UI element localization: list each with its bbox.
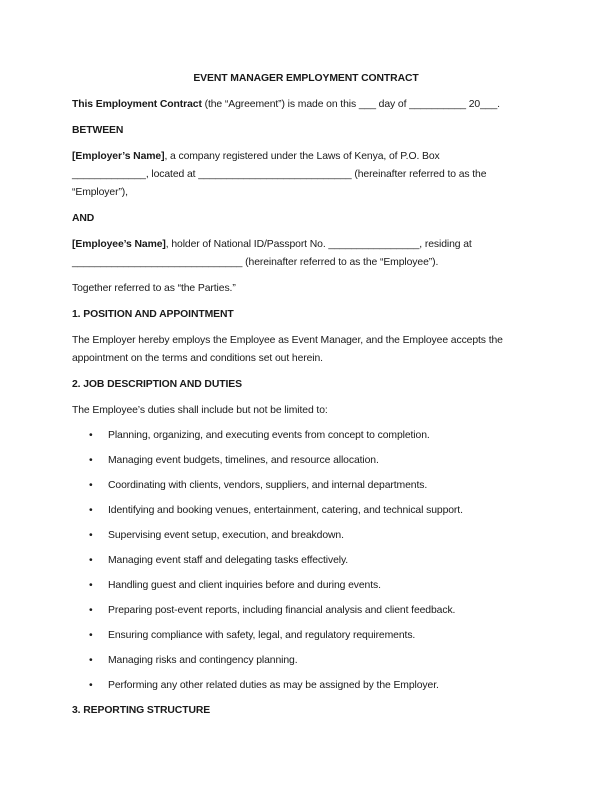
list-item [72,677,540,695]
list-item [72,602,540,620]
list-item [72,627,540,645]
bullet-icon: • [89,505,93,516]
intro-bold: This Employment Contract [72,99,202,110]
document-title: EVENT MANAGER EMPLOYMENT CONTRACT [193,73,419,84]
bullet-icon: • [89,555,93,566]
bullet-icon: • [89,480,93,491]
list-item [72,427,540,445]
employer-line3: “Employer”), [72,187,128,198]
list-item [72,552,540,570]
list-item [72,577,540,595]
employee-line1: , holder of National ID/Passport No. ________________, residing at [165,239,472,250]
bullet-icon: • [89,455,93,466]
duty-text: Identifying and booking venues, entertainment, catering, and technical support. [108,505,463,516]
contract-page [72,70,540,728]
list-item [72,452,540,470]
bullet-icon: • [89,430,93,441]
section-1-paragraph [72,332,540,368]
duty-text: Managing event budgets, timelines, and resource allocation. [108,455,379,466]
intro-paragraph [72,96,540,114]
list-item [72,477,540,495]
duty-text: Handling guest and client inquiries before and during events. [108,580,381,591]
employer-paragraph [72,148,540,202]
employee-name-placeholder: [Employee’s Name] [72,239,166,250]
employer-line1: , a company registered under the Laws of Kenya, of P.O. Box [164,151,440,162]
duty-text: Planning, organizing, and executing events from concept to completion. [108,430,430,441]
employer-name-placeholder: [Employer’s Name] [72,151,165,162]
bullet-icon: • [89,680,93,691]
employee-paragraph [72,236,540,272]
section-2-heading: 2. JOB DESCRIPTION AND DUTIES [72,379,242,390]
section-1-line1: The Employer hereby employs the Employee as Event Manager, and the Employee accepts the [72,335,503,346]
duty-text: Supervising event setup, execution, and breakdown. [108,530,344,541]
employer-line2: _____________, located at ___________________________ (hereinafter referred to as the [72,169,487,180]
duties-list [72,427,540,695]
duty-text: Managing event staff and delegating tasks effectively. [108,555,349,566]
duty-text: Ensuring compliance with safety, legal, and regulatory requirements. [108,630,416,641]
duty-text: Preparing post-event reports, including financial analysis and client feedback. [108,605,456,616]
list-item [72,527,540,545]
bullet-icon: • [89,530,93,541]
list-item [72,502,540,520]
section-1-line2: appointment on the terms and conditions set out herein. [72,353,323,364]
section-1-heading: 1. POSITION AND APPOINTMENT [72,309,234,320]
duty-text: Coordinating with clients, vendors, suppliers, and internal departments. [108,480,428,491]
bullet-icon: • [89,630,93,641]
parties-paragraph: Together referred to as “the Parties.” [72,283,236,294]
bullet-icon: • [89,655,93,666]
section-3-heading: 3. REPORTING STRUCTURE [72,705,211,716]
duty-text: Managing risks and contingency planning. [108,655,298,666]
list-item [72,652,540,670]
bullet-icon: • [89,605,93,616]
section-2-intro: The Employee’s duties shall include but not be limited to: [72,405,328,416]
intro-text: (the “Agreement”) is made on this ___ day of __________ 20___. [201,99,500,110]
between-label: BETWEEN [72,125,124,136]
employee-line2: ______________________________ (hereinafter referred to as the “Employee”). [72,257,439,268]
duty-text: Performing any other related duties as may be assigned by the Employer. [108,680,439,691]
and-label: AND [72,213,95,224]
bullet-icon: • [89,580,93,591]
